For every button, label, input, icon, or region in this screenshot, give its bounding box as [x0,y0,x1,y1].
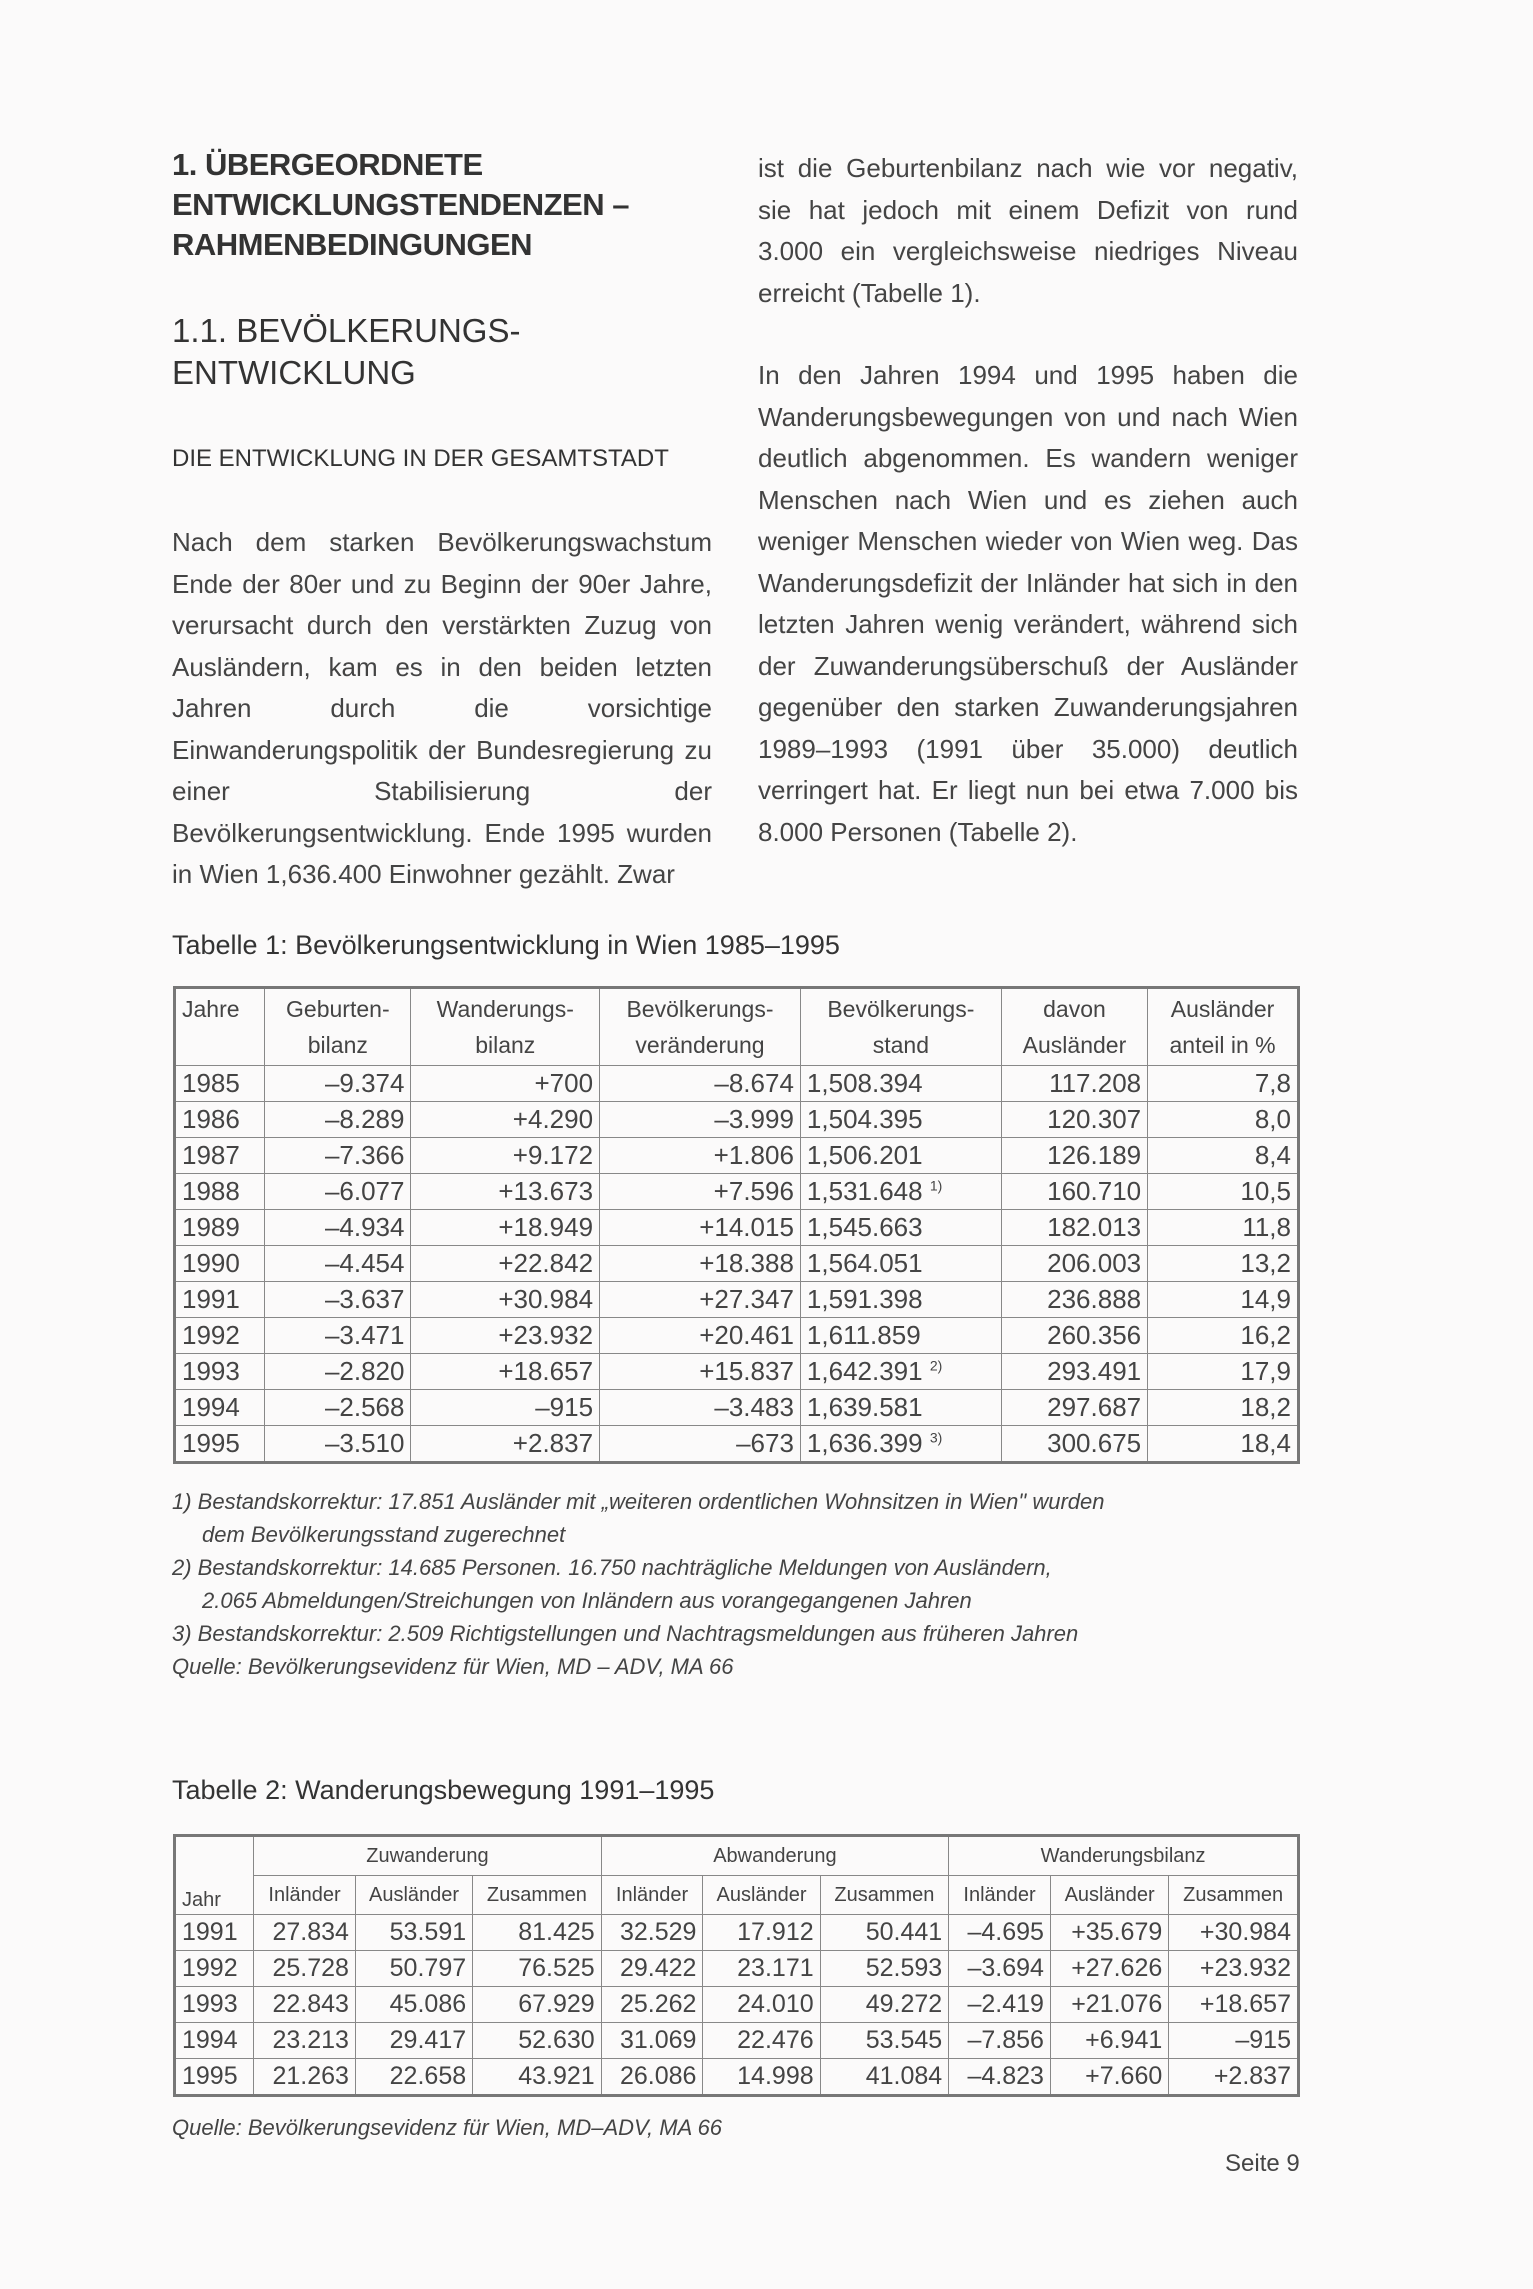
column-header: Inländer [254,1876,356,1915]
table-cell: 14.998 [703,2059,820,2096]
table-cell [175,1282,265,1318]
table-cell [1001,1102,1147,1138]
table-cell: 53.545 [820,2023,949,2059]
header-line: veränderung [635,1032,765,1058]
table-cell: 52.593 [820,1951,949,1987]
table-row [175,1102,1299,1138]
cell-value: +23.932 [498,1320,594,1350]
header-line: bilanz [475,1032,536,1058]
heading-line: ENTWICKLUNGSTENDENZEN – [172,187,629,222]
cell-value: 297.687 [1047,1392,1142,1422]
cell-value: +27.347 [699,1284,794,1314]
cell-value: –6.077 [324,1176,405,1206]
column-header: Jahr [175,1836,254,1915]
table-cell [600,1066,801,1102]
table-cell [265,1210,411,1246]
table-cell: +35.679 [1050,1915,1168,1951]
paragraph: In den Jahren 1994 und 1995 haben die Wanderungsbewegungen von und nach Wien deutlich abgenommen. Es wandern weniger Menschen nach Wien und es ziehen auch weniger Menschen wieder von Wien weg. Das Wanderungsdefizit der Inländer hat sich in den letzten Jahren wenig verändert, während sich der Zuwanderungsüberschuß der Ausländer gegenüber den starken Zuwanderungsjahren 1989–1993 (1991 über 35.000) deutlich verringert hat. Er liegt nun bei etwa 7.000 bis 8.000 Personen (Tabelle 2). [758,360,1298,847]
header-line: anteil in % [1169,1032,1276,1058]
cell-value: 1,564.051 [806,1248,923,1278]
table-cell [800,1318,1001,1354]
table-cell [175,1210,265,1246]
table-cell [175,1390,265,1426]
table-cell [1001,1138,1147,1174]
table-cell: 49.272 [820,1987,949,2023]
table-cell: +7.660 [1050,2059,1168,2096]
header-row [175,1876,1299,1915]
cell-value: –9.374 [324,1068,405,1098]
table-cell: –915 [1169,2023,1299,2059]
table-cell [1148,1354,1299,1390]
table-cell [265,1246,411,1282]
cell-value: –3.483 [714,1392,794,1422]
source-note: Quelle: Bevölkerungsevidenz für Wien, MD–ADV, MA 66 [172,2115,723,2140]
cell-value: 236.888 [1047,1284,1142,1314]
table-cell [265,1066,411,1102]
table-cell [800,1426,1001,1463]
cell-value: +700 [534,1068,594,1098]
table-cell [411,1318,600,1354]
cell-value: –915 [535,1392,594,1422]
footnote-marker: 2) [929,1357,943,1374]
cell-value: 16,2 [1240,1320,1291,1350]
table-cell [1001,1390,1147,1426]
cell-value: 260.356 [1047,1320,1142,1350]
table-cell [800,1354,1001,1390]
cell-value: 8,0 [1254,1104,1291,1134]
table-cell: 45.086 [355,1987,472,2023]
table-cell: 24.010 [703,1987,820,2023]
cell-value: 18,2 [1240,1392,1291,1422]
table-cell: 41.084 [820,2059,949,2096]
header-line: Bevölkerungs- [827,996,975,1022]
table-row [175,1318,1299,1354]
cell-value: –673 [736,1428,794,1458]
cell-value: 1986 [182,1104,240,1134]
cell-value: +7.596 [713,1176,794,1206]
table-cell [1148,1318,1299,1354]
table-cell: 1993 [175,1987,254,2023]
table-cell: 21.263 [254,2059,356,2096]
column-header [800,988,1001,1066]
table-cell: +27.626 [1050,1951,1168,1987]
cell-value: 1,545.663 [806,1212,923,1242]
table-row [175,1390,1299,1426]
table-cell [600,1426,801,1463]
table-cell [800,1138,1001,1174]
section-heading [172,310,692,394]
table-cell [411,1426,600,1463]
table-cell [800,1246,1001,1282]
table-cell [175,1318,265,1354]
table-row [175,1354,1299,1390]
cell-value: 18,4 [1240,1428,1291,1458]
footnote: 2) Bestandskorrektur: 14.685 Personen. 16.750 nachträgliche Meldungen von Ausländern, [172,1555,1052,1580]
footnote: dem Bevölkerungsstand zugerechnet [202,1522,566,1547]
table-cell [265,1354,411,1390]
cell-value: –4.934 [324,1212,405,1242]
table-cell: 43.921 [473,2059,602,2096]
cell-value: –3.510 [324,1428,405,1458]
column-header: Ausländer [355,1876,472,1915]
cell-value: –2.820 [324,1356,405,1386]
cell-value: +9.172 [512,1140,594,1170]
table-cell [175,1174,265,1210]
header-line: davon [1043,996,1106,1022]
cell-value: 1,591.398 [806,1284,923,1314]
table-cell [1001,1426,1147,1463]
header-line: Jahre [182,996,240,1022]
table-cell: 52.630 [473,2023,602,2059]
table-cell [411,1282,600,1318]
cell-value: 1985 [182,1068,240,1098]
column-header: Zusammen [820,1876,949,1915]
table-row [175,1210,1299,1246]
cell-value: 1,636.399 [806,1428,923,1458]
cell-value: 1994 [182,1392,240,1422]
table-cell: 17.912 [703,1915,820,1951]
page-number: Seite 9 [1225,2150,1300,2177]
cell-value: 300.675 [1047,1428,1142,1458]
heading-line: 1.1. BEVÖLKERUNGS- [172,312,521,349]
table-cell [800,1210,1001,1246]
cell-value: 1990 [182,1248,240,1278]
table-cell: 29.422 [601,1951,703,1987]
cell-value: 14,9 [1240,1284,1291,1314]
table-cell [600,1246,801,1282]
table-row [175,1987,1299,2023]
table2-title: Tabelle 2: Wanderungsbewegung 1991–1995 [172,1775,715,1805]
cell-value: 13,2 [1240,1248,1291,1278]
table-cell [265,1282,411,1318]
table-cell: 1995 [175,2059,254,2096]
table-cell [1001,1282,1147,1318]
table-cell [600,1210,801,1246]
column-header: Inländer [949,1876,1051,1915]
table-cell [265,1174,411,1210]
cell-value: 11,8 [1242,1212,1291,1242]
table-cell [600,1138,801,1174]
table-cell [600,1318,801,1354]
table-cell [411,1174,600,1210]
column-header [1148,988,1299,1066]
table-cell [800,1390,1001,1426]
header-line: Ausländer [1170,996,1275,1022]
header-line: bilanz [307,1032,368,1058]
table-row [175,2023,1299,2059]
cell-value: +20.461 [699,1320,794,1350]
footnote: 2.065 Abmeldungen/Streichungen von Inländern aus vorangegangenen Jahren [202,1588,972,1613]
table-cell [800,1174,1001,1210]
cell-value: 1,508.394 [806,1068,923,1098]
table-cell: 25.262 [601,1987,703,2023]
table-cell [1001,1066,1147,1102]
table-cell: 81.425 [473,1915,602,1951]
heading-line: ENTWICKLUNG [172,354,416,391]
cell-value: 120.307 [1047,1104,1142,1134]
table-cell [1148,1174,1299,1210]
table-cell [1001,1246,1147,1282]
table-row [175,1282,1299,1318]
header-line: Wanderungs- [436,996,574,1022]
cell-value: 1992 [182,1320,240,1350]
table-cell [175,1426,265,1463]
header-line: Ausländer [1022,1032,1127,1058]
cell-value: –3.637 [324,1284,405,1314]
table-cell [800,1066,1001,1102]
cell-value: 1995 [182,1428,240,1458]
table-population [173,986,1300,1464]
table-cell: 22.658 [355,2059,472,2096]
table-cell [1001,1354,1147,1390]
table-row [175,2059,1299,2096]
cell-value: 8,4 [1254,1140,1291,1170]
table-cell: 67.929 [473,1987,602,2023]
table-cell [800,1282,1001,1318]
table-cell [1148,1138,1299,1174]
cell-value: 293.491 [1047,1356,1142,1386]
table-cell: 1992 [175,1951,254,1987]
cell-value: +30.984 [498,1284,594,1314]
table-cell [600,1174,801,1210]
table-cell [1148,1066,1299,1102]
cell-value: –7.366 [324,1140,405,1170]
table-cell [411,1354,600,1390]
table-cell: 29.417 [355,2023,472,2059]
header-row [175,1836,1299,1876]
footnotes [172,1485,1105,1683]
table-cell: +30.984 [1169,1915,1299,1951]
heading-line: RAHMENBEDINGUNGEN [172,227,533,262]
table-cell [600,1282,801,1318]
table-cell [175,1066,265,1102]
column-header [411,988,600,1066]
table-cell [175,1102,265,1138]
heading-line: 1. ÜBERGEORDNETE [172,147,483,182]
cell-value: +1.806 [713,1140,794,1170]
cell-value: 1988 [182,1176,240,1206]
cell-value: +2.837 [512,1428,594,1458]
table-cell [600,1390,801,1426]
cell-value: +22.842 [498,1248,594,1278]
cell-value: –2.568 [324,1392,405,1422]
table-cell: 22.476 [703,2023,820,2059]
table-cell: 1991 [175,1915,254,1951]
cell-value: 1993 [182,1356,240,1386]
table-cell: +21.076 [1050,1987,1168,2023]
header-line: Bevölkerungs- [626,996,774,1022]
cell-value: +18.949 [498,1212,594,1242]
column-header: Ausländer [703,1876,820,1915]
footnote-marker: 1) [929,1177,943,1194]
table-cell [411,1246,600,1282]
table-row [175,1246,1299,1282]
table-cell: 50.441 [820,1915,949,1951]
table-cell: 50.797 [355,1951,472,1987]
table-cell: 26.086 [601,2059,703,2096]
cell-value: 117.208 [1049,1068,1142,1098]
column-header [600,988,801,1066]
table-cell: 76.525 [473,1951,602,1987]
group-header: Abwanderung [601,1836,949,1876]
table-cell [1148,1426,1299,1463]
cell-value: +18.388 [699,1248,794,1278]
table-cell [411,1138,600,1174]
table-row [175,1951,1299,1987]
table-cell [175,1354,265,1390]
table-cell: +2.837 [1169,2059,1299,2096]
table-cell [265,1426,411,1463]
cell-value: 182.013 [1047,1212,1142,1242]
table-cell [175,1138,265,1174]
cell-value: 1,504.395 [806,1104,923,1134]
cell-value: 7,8 [1254,1068,1291,1098]
table-cell: –7.856 [949,2023,1051,2059]
cell-value: 17,9 [1240,1356,1291,1386]
footnote-marker: 3) [929,1429,943,1446]
table-cell [600,1354,801,1390]
table-cell: 25.728 [254,1951,356,1987]
table-cell [600,1102,801,1138]
table-cell: –4.823 [949,2059,1051,2096]
cell-value: 1987 [182,1140,240,1170]
table-cell: 23.213 [254,2023,356,2059]
cell-value: +13.673 [498,1176,594,1206]
table-cell [1148,1390,1299,1426]
table-row [175,1138,1299,1174]
column-header: Zusammen [473,1876,602,1915]
table-cell: 23.171 [703,1951,820,1987]
footnote: 3) Bestandskorrektur: 2.509 Richtigstellungen und Nachtragsmeldungen aus früheren Jahren [172,1621,1079,1646]
cell-value: –3.999 [714,1104,794,1134]
group-header: Zuwanderung [254,1836,602,1876]
table-cell: +18.657 [1169,1987,1299,2023]
cell-value: 160.710 [1047,1176,1142,1206]
cell-value: +15.837 [699,1356,794,1386]
table-cell: 53.591 [355,1915,472,1951]
cell-value: 1,531.648 [806,1176,923,1206]
table-row [175,1174,1299,1210]
table-cell: 27.834 [254,1915,356,1951]
cell-value: 1,639.581 [806,1392,923,1422]
table-cell [1001,1174,1147,1210]
group-header: Wanderungsbilanz [949,1836,1299,1876]
column-header: Ausländer [1050,1876,1168,1915]
column-header: Zusammen [1169,1876,1299,1915]
cell-value: 1,611.859 [806,1320,921,1350]
header-line: stand [872,1032,929,1058]
cell-value: –4.454 [324,1248,405,1278]
table-cell [411,1210,600,1246]
cell-value: –8.289 [324,1104,405,1134]
source-note: Quelle: Bevölkerungsevidenz für Wien, MD – ADV, MA 66 [172,1654,734,1679]
table-cell [411,1390,600,1426]
table-cell [411,1102,600,1138]
cell-value: 126.189 [1047,1140,1142,1170]
table-cell [175,1246,265,1282]
table-cell [265,1138,411,1174]
table-cell: –4.695 [949,1915,1051,1951]
paragraph: ist die Geburtenbilanz nach wie vor negativ, sie hat jedoch mit einem Defizit von rund 3.000 ein vergleichsweise niedriges Niveau erreicht (Tabelle 1). [758,153,1298,308]
table-cell [265,1318,411,1354]
cell-value: +4.290 [512,1104,594,1134]
cell-value: +18.657 [498,1356,594,1386]
table-cell: 31.069 [601,2023,703,2059]
table-cell: +23.932 [1169,1951,1299,1987]
table-cell [411,1066,600,1102]
table1-title: Tabelle 1: Bevölkerungsentwicklung in Wien 1985–1995 [172,930,840,960]
cell-value: 1989 [182,1212,240,1242]
column-header [265,988,411,1066]
table-cell [1148,1282,1299,1318]
paragraph: Nach dem starken Bevölkerungswachstum Ende der 80er und zu Beginn der 90er Jahre, verursacht durch den verstärkten Zuzug von Ausländern, kam es in den beiden letzten Jahren durch die vorsichtige Einwanderungspolitik der Bundesregierung zu einer Stabilisierung der Bevölkerungsentwicklung. Ende 1995 wurden in Wien 1,636.400 Einwohner gezählt. Zwar [172,527,712,889]
cell-value: 1,642.391 [806,1356,923,1386]
table-cell: 1994 [175,2023,254,2059]
table-cell: 32.529 [601,1915,703,1951]
header-line: Geburten- [286,996,390,1022]
table-cell [1148,1246,1299,1282]
table-row [175,1426,1299,1463]
table-cell: +6.941 [1050,2023,1168,2059]
footnote: 1) Bestandskorrektur: 17.851 Ausländer mit „weiteren ordentlichen Wohnsitzen in Wien" wurden [172,1489,1105,1514]
table-cell [1148,1102,1299,1138]
table-cell [1148,1210,1299,1246]
column-header [175,988,265,1066]
cell-value: –3.471 [324,1320,405,1350]
column-header [1001,988,1147,1066]
cell-value: 1991 [182,1284,240,1314]
table-cell [265,1102,411,1138]
table-cell: –2.419 [949,1987,1051,2023]
table-cell [265,1390,411,1426]
chapter-heading [172,145,692,265]
subsection-heading: DIE ENTWICKLUNG IN DER GESAMTSTADT [172,445,669,472]
cell-value: 206.003 [1047,1248,1142,1278]
table-migration [173,1834,1300,2097]
cell-value: 10,5 [1240,1176,1291,1206]
column-header: Inländer [601,1876,703,1915]
table-row [175,1066,1299,1102]
table-cell [800,1102,1001,1138]
table-row [175,1915,1299,1951]
cell-value: –8.674 [714,1068,794,1098]
table-cell [1001,1210,1147,1246]
table-cell [1001,1318,1147,1354]
cell-value: 1,506.201 [806,1140,923,1170]
table-cell: 22.843 [254,1987,356,2023]
cell-value: +14.015 [699,1212,794,1242]
table-cell: –3.694 [949,1951,1051,1987]
